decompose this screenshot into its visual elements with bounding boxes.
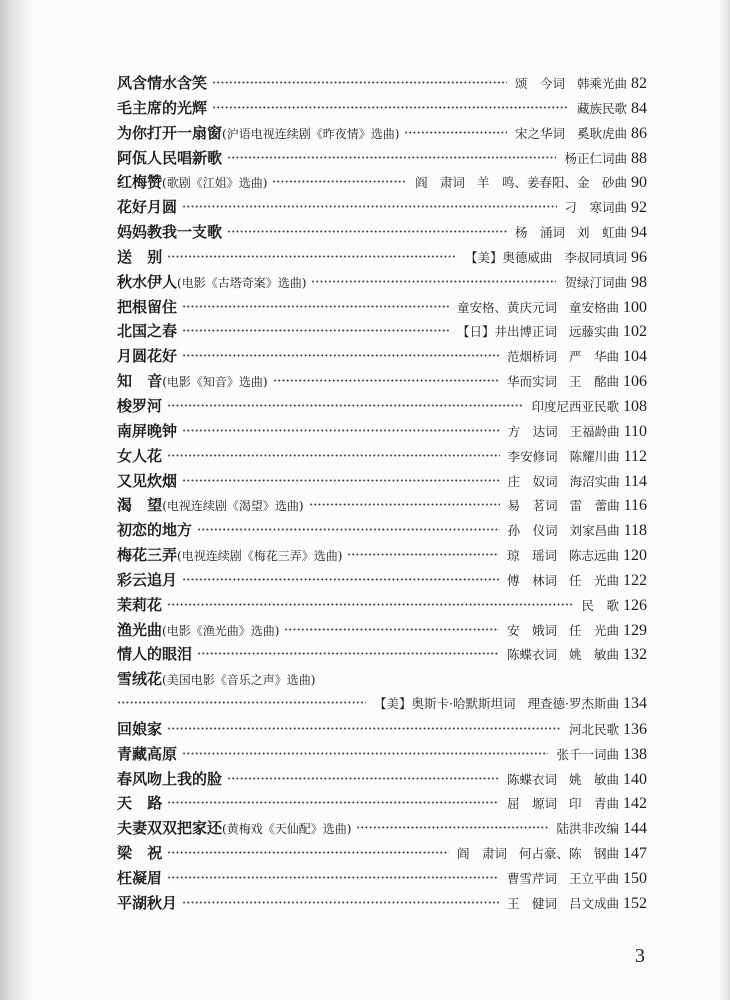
dot-leader xyxy=(182,574,499,585)
toc-entry xyxy=(117,717,647,742)
toc-entry xyxy=(117,146,647,171)
dot-leader xyxy=(167,872,499,883)
credit: 海沼实曲 xyxy=(569,473,620,489)
credit: 庄 奴词 xyxy=(507,473,558,489)
song-source-note: (歌剧《江姐》选曲) xyxy=(162,176,268,191)
dot-leader xyxy=(182,897,499,908)
credit: 张千一词曲 xyxy=(556,746,619,762)
page-ref: 129 xyxy=(623,621,647,639)
dot-leader xyxy=(347,549,499,560)
dot-leader xyxy=(182,748,548,759)
credits xyxy=(515,72,627,97)
credit: 陈蝶衣词 xyxy=(507,647,558,663)
song-title: 毛主席的光辉 xyxy=(117,98,208,117)
credit: 奚耿虎曲 xyxy=(576,125,627,141)
page-ref: 122 xyxy=(623,571,647,589)
toc-entry xyxy=(117,518,647,543)
dot-leader xyxy=(212,77,507,88)
credits xyxy=(374,692,619,717)
toc-entry xyxy=(117,469,647,494)
credit: 宋之华词 xyxy=(514,125,565,141)
credit: 刁 寒词曲 xyxy=(564,200,627,216)
credits xyxy=(415,171,627,196)
song-title: 知 音 xyxy=(117,372,163,391)
dot-leader xyxy=(167,797,499,808)
song-title: 把根留住 xyxy=(117,297,178,316)
song-title: 北国之春 xyxy=(117,322,178,341)
page-ref: 152 xyxy=(623,894,647,912)
dot-leader xyxy=(284,624,499,635)
song-source-note: (美国电影《音乐之声》选曲) xyxy=(162,673,316,688)
page-ref: 112 xyxy=(623,447,647,465)
toc-entry xyxy=(117,841,647,866)
dot-leader xyxy=(227,773,499,784)
credit: 阎 肃词 xyxy=(415,175,466,191)
song-title: 送 别 xyxy=(117,247,163,266)
song-title: 红梅赞 xyxy=(117,173,163,192)
page-ref: 94 xyxy=(631,224,647,242)
toc-entry xyxy=(117,295,647,320)
page-ref: 120 xyxy=(623,547,647,565)
credits xyxy=(564,271,627,296)
credit: 华而实词 xyxy=(507,374,558,390)
page-ref: 90 xyxy=(631,174,647,192)
song-title: 春风吻上我的脸 xyxy=(117,769,223,788)
credits xyxy=(508,519,620,544)
toc-entry xyxy=(117,319,647,344)
toc-entry xyxy=(117,742,647,767)
credit: 王立平曲 xyxy=(568,871,619,886)
toc-entry xyxy=(117,96,647,121)
credit: 贺绿汀词曲 xyxy=(564,274,627,290)
toc-entry xyxy=(117,170,647,195)
page-ref: 118 xyxy=(623,522,647,540)
toc-entry xyxy=(117,121,647,146)
page-ref: 132 xyxy=(623,646,647,664)
credit: 范烟桥词 xyxy=(507,349,558,365)
page-ref: 150 xyxy=(623,870,647,887)
credit: 【日】井出博正词 xyxy=(456,324,557,340)
dot-leader xyxy=(117,697,366,708)
credit: 【美】奥斯卡·哈默斯坦词 xyxy=(374,696,516,712)
page-ref: 114 xyxy=(623,472,647,490)
song-title: 阿佤人民唱新歌 xyxy=(117,148,223,167)
dot-leader xyxy=(167,400,523,411)
page-ref: 88 xyxy=(631,149,647,167)
toc-entry xyxy=(117,642,647,667)
dot-leader xyxy=(197,524,500,535)
song-title: 彩云追月 xyxy=(117,570,178,589)
song-title: 枉凝眉 xyxy=(117,869,163,887)
dot-leader xyxy=(167,599,574,610)
credit: 安 娥词 xyxy=(507,622,558,638)
dot-leader xyxy=(182,201,557,212)
song-title: 为你打开一扇窗 xyxy=(117,123,223,142)
credits xyxy=(507,569,619,594)
page-ref: 144 xyxy=(623,820,647,838)
credit: 韩乘光曲 xyxy=(576,76,627,91)
credit: 羊 鸣、姜春阳、金 砂曲 xyxy=(477,175,627,191)
credit: 傅 林词 xyxy=(507,572,558,588)
page-ref: 140 xyxy=(623,770,647,788)
toc-entry xyxy=(117,593,647,618)
credit: 童安格曲 xyxy=(568,299,619,315)
credit: 姚 敏曲 xyxy=(569,647,619,663)
page-ref: 126 xyxy=(623,596,647,614)
credits xyxy=(507,345,619,370)
dot-leader xyxy=(182,325,449,336)
page-ref: 92 xyxy=(631,199,647,217)
dot-leader xyxy=(182,475,500,486)
song-title: 梭罗河 xyxy=(117,396,163,415)
credit: 河北民歌 xyxy=(568,721,619,737)
credit: 远藤实曲 xyxy=(568,324,619,340)
song-source-note: (电影《古塔奇案》选曲) xyxy=(177,275,307,290)
credit: 印度尼西亚民歌 xyxy=(531,398,619,414)
dot-leader xyxy=(273,375,499,386)
song-title: 梅花三弄 xyxy=(117,546,178,565)
page-ref: 108 xyxy=(623,397,647,415)
song-source-note: (电视连续剧《渴望》选曲) xyxy=(162,499,304,514)
song-title: 渔光曲 xyxy=(117,620,163,639)
toc-entry xyxy=(117,667,647,692)
dot-leader xyxy=(167,723,561,734)
page-ref: 102 xyxy=(623,323,647,341)
credit: 陈蝶衣词 xyxy=(507,771,558,787)
credits xyxy=(582,594,619,619)
toc-entry xyxy=(117,816,647,841)
credits xyxy=(508,470,620,495)
credits xyxy=(507,792,619,817)
page-ref: 86 xyxy=(631,124,647,142)
song-title: 南屏晚钟 xyxy=(117,421,178,440)
toc-entry-continued xyxy=(117,692,647,717)
credit: 琼 瑶词 xyxy=(507,548,557,564)
song-source-note: (电视连续剧《梅花三弄》选曲) xyxy=(177,549,343,564)
credits xyxy=(515,221,627,246)
credit: 姚 敏曲 xyxy=(569,771,619,787)
credits xyxy=(531,395,619,420)
credits xyxy=(457,296,619,321)
toc-entry xyxy=(117,791,647,816)
page-ref: 147 xyxy=(623,845,647,863)
page-ref: 82 xyxy=(631,75,647,92)
credits xyxy=(565,196,627,221)
dot-leader xyxy=(309,499,500,510)
credit: 印 青曲 xyxy=(569,796,619,812)
page-number: 3 xyxy=(635,945,645,967)
toc-entry xyxy=(117,71,647,96)
toc-entry xyxy=(117,394,647,419)
credit: 王 酩曲 xyxy=(569,374,619,390)
credit: 童安格、黄庆元词 xyxy=(456,299,557,315)
song-source-note: (黄梅戏《天仙配》选曲) xyxy=(222,822,352,837)
credit: 陆洪非改编 xyxy=(556,821,619,837)
credits xyxy=(556,743,619,768)
credits xyxy=(457,320,619,345)
credit: 藏族民歌 xyxy=(576,100,627,116)
dot-leader xyxy=(182,425,500,436)
page-ref: 142 xyxy=(623,795,647,813)
song-title: 茉莉花 xyxy=(117,595,163,614)
toc-entry xyxy=(117,891,647,916)
credits xyxy=(564,147,627,172)
credits xyxy=(508,420,620,445)
song-source-note: (电影《知音》选曲) xyxy=(162,375,268,390)
dot-leader xyxy=(227,152,556,163)
page-ref: 100 xyxy=(623,298,647,316)
page-ref: 136 xyxy=(623,720,647,738)
credits xyxy=(577,97,627,122)
credit: 任 光曲 xyxy=(569,622,619,638)
dot-leader xyxy=(167,450,500,461)
dot-leader xyxy=(356,822,548,833)
song-title: 雪绒花 xyxy=(117,670,163,689)
credit: 刘 虹曲 xyxy=(577,225,627,241)
toc-entry xyxy=(117,344,647,369)
credit: 阎 肃词 xyxy=(457,846,508,862)
song-title: 梁 祝 xyxy=(117,844,163,863)
page-ref: 138 xyxy=(623,745,647,763)
toc-entry xyxy=(117,195,647,220)
toc-entry xyxy=(117,369,647,394)
toc-entry xyxy=(117,543,647,568)
song-title: 回娘家 xyxy=(117,719,163,738)
song-title: 初恋的地方 xyxy=(117,521,193,540)
song-title: 渴 望 xyxy=(117,496,163,515)
song-title: 夫妻双双把家还 xyxy=(117,819,223,838)
credit: 曹雪芹词 xyxy=(506,871,557,886)
song-title: 天 路 xyxy=(117,794,163,813)
toc-entry xyxy=(117,444,647,469)
credits xyxy=(507,619,619,644)
credit: 李叔同填词 xyxy=(564,249,627,265)
song-title: 风含情水含笑 xyxy=(117,74,208,92)
credit: 雷 蕾曲 xyxy=(569,498,620,514)
credit: 李安修词 xyxy=(507,448,558,464)
credits xyxy=(507,544,619,569)
toc-entry xyxy=(117,866,647,891)
credits xyxy=(507,768,619,793)
page-ref: 96 xyxy=(631,248,647,266)
credit: 杨 涌词 xyxy=(515,225,566,241)
dot-leader xyxy=(272,176,407,187)
song-source-note: (电影《渔光曲》选曲) xyxy=(162,623,280,638)
toc-entry xyxy=(117,245,647,270)
credit: 刘家昌曲 xyxy=(569,523,620,539)
dot-leader xyxy=(212,102,569,113)
credit: 吕文成曲 xyxy=(568,895,619,911)
page-edge-shadow xyxy=(718,0,730,1000)
song-title: 妈妈教我一支歌 xyxy=(117,223,223,242)
dot-leader xyxy=(167,251,457,262)
toc-entry xyxy=(117,220,647,245)
credit: 陈志远曲 xyxy=(568,548,619,564)
credit: 陈耀川曲 xyxy=(569,448,620,464)
credit: 理查德·罗杰斯曲 xyxy=(527,696,619,712)
page-ref: 110 xyxy=(623,422,647,440)
credits xyxy=(507,892,619,917)
credit: 杨正仁词曲 xyxy=(564,150,627,166)
dot-leader xyxy=(404,127,507,138)
credits xyxy=(556,817,619,842)
song-title: 又见炊烟 xyxy=(117,471,178,490)
credits xyxy=(569,718,619,743)
toc-entry xyxy=(117,767,647,792)
table-of-contents xyxy=(117,71,647,916)
page-ref: 116 xyxy=(623,497,647,515)
song-title: 花好月圆 xyxy=(117,198,178,217)
credit: 方 达词 xyxy=(507,423,558,439)
page-ref: 134 xyxy=(623,695,647,713)
credit: 屈 塬词 xyxy=(507,796,558,812)
credits xyxy=(508,445,620,470)
dot-leader xyxy=(311,276,556,287)
credit: 颂 今词 xyxy=(515,76,565,91)
dot-leader xyxy=(167,847,449,858)
page-ref: 104 xyxy=(623,348,647,366)
credits xyxy=(515,122,627,147)
page-ref: 84 xyxy=(631,99,647,117)
credit: 王福龄曲 xyxy=(569,423,620,439)
credit: 任 光曲 xyxy=(569,572,619,588)
song-title: 情人的眼泪 xyxy=(117,645,193,664)
song-title: 青藏高原 xyxy=(117,744,178,763)
dot-leader xyxy=(182,350,499,361)
song-title: 秋水伊人 xyxy=(117,272,178,291)
credit: 孙 仪词 xyxy=(507,523,558,539)
credit: 严 华曲 xyxy=(569,349,619,365)
page-ref: 106 xyxy=(623,373,647,391)
toc-entry xyxy=(117,270,647,295)
toc-entry xyxy=(117,618,647,643)
dot-leader xyxy=(197,648,499,659)
toc-entry xyxy=(117,493,647,518)
credit: 民 歌 xyxy=(581,597,619,613)
dot-leader xyxy=(182,301,449,312)
page-binding-shadow xyxy=(0,0,34,1000)
credits xyxy=(457,842,619,867)
song-title: 平湖秋月 xyxy=(117,893,178,912)
dot-leader xyxy=(227,226,507,237)
credit: 【美】奥德威曲 xyxy=(464,249,553,265)
song-title: 月圆花好 xyxy=(117,347,178,366)
credits xyxy=(507,643,619,668)
song-source-note: (沪语电视连续剧《昨夜情》选曲) xyxy=(222,126,400,141)
toc-entry xyxy=(117,568,647,593)
credits xyxy=(508,494,620,519)
toc-entry xyxy=(117,419,647,444)
credits xyxy=(465,246,627,271)
credits xyxy=(507,370,619,395)
song-title: 女人花 xyxy=(117,446,163,465)
credits xyxy=(507,867,619,892)
credit: 何占豪、陈 钢曲 xyxy=(519,846,619,862)
credit: 易 茗词 xyxy=(507,498,558,514)
page-ref: 98 xyxy=(631,273,647,291)
credit: 王 健词 xyxy=(507,895,557,911)
